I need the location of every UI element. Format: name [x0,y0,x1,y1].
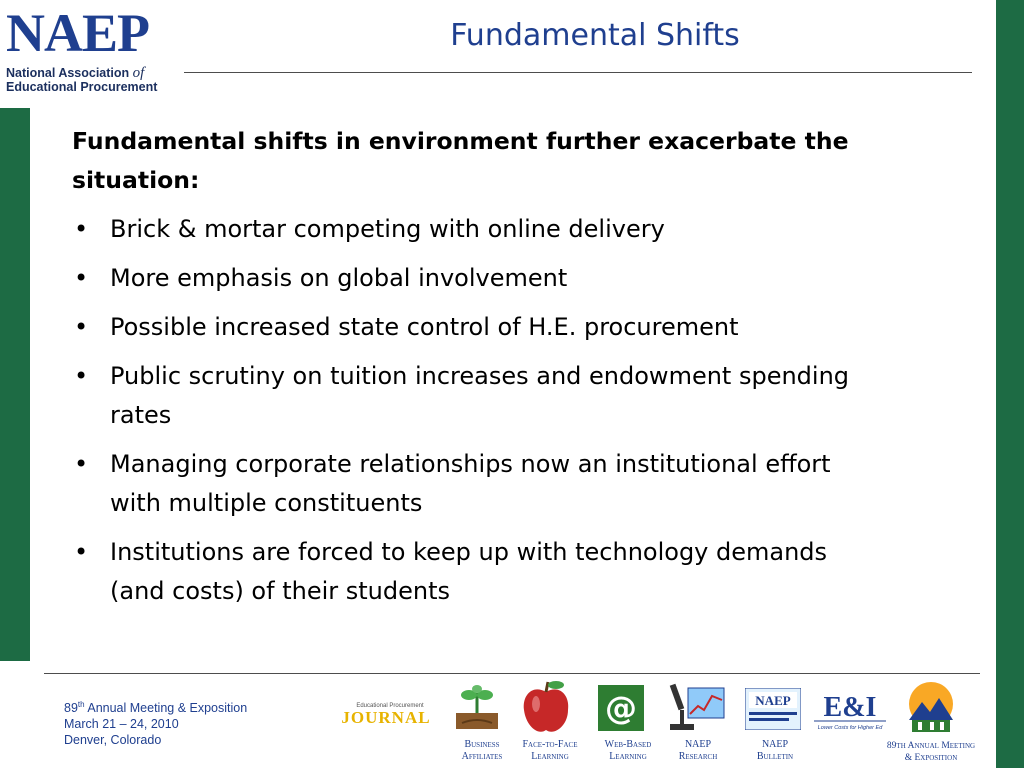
bullet-item [72,445,872,523]
bullet-text: Possible increased state control of H.E. procurement [110,313,739,341]
bullet-dot: • [74,538,89,566]
bullet-text: More emphasis on global involvement [110,264,568,292]
logo-line1: National Association [6,66,130,80]
event-dates: March 21 – 24, 2010 [64,717,179,732]
logo-of: of [132,65,145,81]
logo-subtitle [6,66,178,94]
journal-logo-top: Educational Procurement [356,703,424,709]
logo-wordmark: NAEP [6,3,149,63]
svg-text:E&I: E&I [823,692,877,723]
bullet-dot: • [74,313,89,341]
footer-divider [44,673,980,674]
slide-body [72,122,872,621]
logo-caption: NAEP Research [678,739,718,762]
bulletin-icon [745,688,801,730]
logo-caption: Business Affiliates [461,739,503,762]
logo-caption: 89th Annual Meeting & Exposition [886,741,976,763]
event-title [64,697,247,716]
left-accent-bar [0,108,30,661]
bullet-text: Brick & mortar competing with online delivery [110,215,665,243]
journal-logo: JOURNAL [341,708,431,727]
bullet-dot: • [74,215,89,243]
bullet-text: Managing corporate relationships now an institutional effort with multiple constituents [110,450,831,517]
event-info [64,697,247,748]
business-affiliates-logo [452,683,503,762]
svg-text:Lower Costs for Higher Ed: Lower Costs for Higher Ed [817,725,883,731]
bullet-dot: • [74,450,89,478]
bullet-item [72,357,872,435]
bullet-list [72,210,872,611]
ei-mark-icon [812,688,888,732]
mountain-icon [906,682,956,734]
web-based-logo [598,685,652,762]
event-name: Annual Meeting & Exposition [84,701,248,716]
event-location: Denver, Colorado [64,733,162,748]
right-accent-bar [996,0,1024,768]
bullet-dot: • [74,264,89,292]
bullet-item [72,533,872,611]
bullet-text: Institutions are forced to keep up with technology demands (and costs) of their students [110,538,828,605]
bullet-item [72,308,872,347]
bullet-item [72,259,872,298]
bullet-dot: • [74,362,89,390]
naep-bulletin-logo [745,688,801,762]
title-divider [184,72,972,73]
logo-caption: Face-to-Face Learning [522,739,578,762]
ei-logo [812,688,888,732]
naep-logo [6,3,178,98]
bullet-text: Public scrutiny on tuition increases and endowment spending rates [110,362,850,429]
intro-heading: Fundamental shifts in environment further exacerbate the situation: [72,127,849,194]
face-to-face-logo [520,678,578,762]
event-number: 89 [64,701,78,716]
slide-title: Fundamental Shifts [450,18,740,53]
svg-text:NAEP: NAEP [755,693,791,708]
sprout-icon [452,683,502,735]
apple-icon [520,678,572,736]
annual-meeting-logo [886,682,976,763]
microscope-icon [668,680,726,736]
bullet-item [72,210,872,249]
logo-caption: Web-Based Learning [604,739,652,762]
svg-text:@: @ [605,689,637,727]
event-ordinal: th [77,700,85,709]
naep-research-logo [668,680,726,762]
logo-line2: Educational Procurement [6,80,158,94]
at-sign-icon [598,685,644,731]
logo-caption: NAEP Bulletin [756,739,794,762]
